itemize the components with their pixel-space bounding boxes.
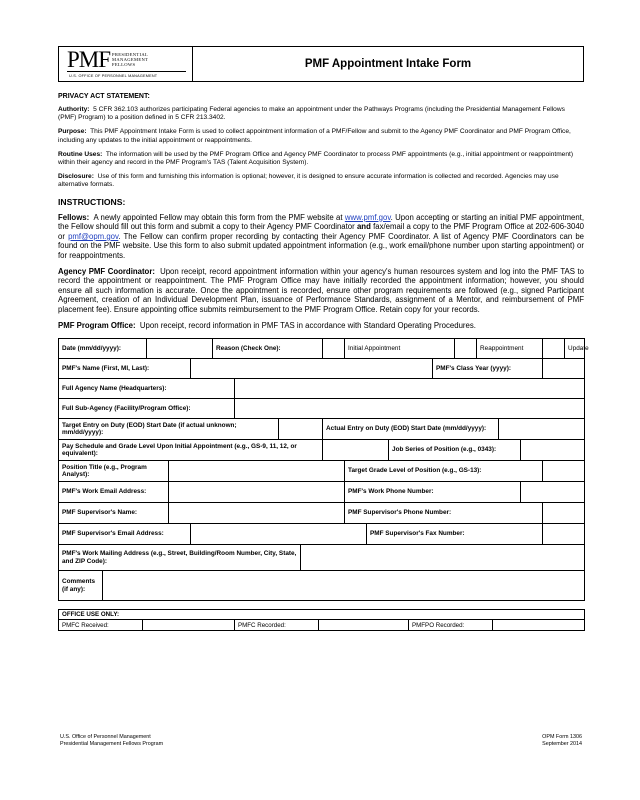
agency-name-field[interactable]	[235, 379, 585, 399]
table-row	[59, 524, 585, 545]
logo-divider	[67, 71, 186, 72]
actual-eod-label: Actual Entry on Duty (EOD) Start Date (mm/dd/yyyy):	[323, 419, 499, 440]
position-title-label: Position Title (e.g., Program Analyst):	[59, 461, 169, 482]
mailing-address-field[interactable]	[301, 545, 585, 571]
pmf-logo	[59, 47, 193, 81]
actual-eod-field[interactable]	[499, 419, 585, 440]
pmfpo-recorded-label: PMFPO Recorded:	[409, 620, 493, 631]
update-label: Update	[565, 339, 585, 359]
target-eod-label: Target Entry on Duty (EOD) Start Date (if actual unknown; mm/dd/yyyy):	[59, 419, 279, 440]
supervisor-name-label: PMF Supervisor's Name:	[59, 503, 169, 524]
pay-schedule-label: Pay Schedule and Grade Level Upon Initial Appointment (e.g., GS-9, 11, 12, or equivalent):	[59, 440, 323, 461]
initial-appointment-checkbox[interactable]	[323, 339, 345, 359]
table-row	[59, 503, 585, 524]
table-row	[59, 339, 585, 359]
office-use-table	[58, 609, 585, 631]
work-phone-label: PMF's Work Phone Number:	[345, 482, 521, 503]
fellows-paragraph: Fellows: A newly appointed Fellow may obtain this form from the PMF website at www.pmf.gov. Upon accepting or starting an initial PMF appointment, the Fellow should fill out this form and submit a copy to their Agency PMF Coordinator and fax/email a copy to the PMF Program Office at 202-606-3040 or pmf@opm.gov. The Fellow can confirm proper recording by contacting their Agency PMF Coordinator. A list of Agency PMF Coordinators can be found on the PMF website. Use this form to also submit updated appointment information (e.g., work email/phone number upon starting appointment) or for reappointments.	[58, 212, 585, 260]
table-row	[59, 359, 585, 379]
table-row	[59, 461, 585, 482]
comments-label: Comments (if any):	[59, 571, 103, 601]
pmf-name-field[interactable]	[191, 359, 433, 379]
pmf-name-label: PMF's Name (First, MI, Last):	[59, 359, 191, 379]
footer-org: U.S. Office of Personnel Management	[60, 734, 151, 740]
work-email-field[interactable]	[169, 482, 345, 503]
footer-date: September 2014	[542, 740, 582, 747]
logo-mark: PMF	[67, 47, 111, 72]
work-email-label: PMF's Work Email Address:	[59, 482, 169, 503]
form-page	[58, 46, 589, 631]
table-row	[59, 620, 585, 631]
agency-name-label: Full Agency Name (Headquarters):	[59, 379, 235, 399]
supervisor-fax-field[interactable]	[543, 524, 585, 545]
purpose-paragraph: Purpose: This PMF Appointment Intake Form is used to collect appointment information of a PMF/Fellow and submit to the Agency PMF Coordinator and PMF Program Office, including any updates to the initial appointment or reappointments.	[58, 128, 571, 144]
reappointment-checkbox[interactable]	[455, 339, 477, 359]
footer-right	[542, 734, 582, 747]
coordinator-paragraph: Agency PMF Coordinator: Upon receipt, record appointment information within your agency's human resources system and log into the PMF TAS to record the appointment or reappointment. The PMF Program Office may have initially recorded the appointment information; however, you should ensure all such information is accurate. Once the appointment is recorded, ensure other program requirements are followed (e.g., signed Participant Agreement, creation of an Individual Development Plan, issuance of Performance Standards, assignment of a Mentor, and reimbursement of PMF placement fee). Ensure appointing office submits reimbursement to the PMF Program Office. Retain copy for your records.	[58, 266, 584, 314]
footer-left	[60, 734, 163, 747]
mailing-address-label: PMF's Work Mailing Address (e.g., Street, Building/Room Number, City, State, and ZIP Code):	[59, 545, 301, 571]
form-header	[58, 46, 584, 82]
disclosure-paragraph: Disclosure: Use of this form and furnishing this information is optional; however, it is designed to ensure accurate information is collected and recorded. Agencies may use alternative formats.	[58, 173, 559, 189]
pmfc-recorded-label: PMFC Recorded:	[235, 620, 319, 631]
supervisor-phone-field[interactable]	[543, 503, 585, 524]
table-row	[59, 571, 585, 601]
logo-opm-text: U.S. OFFICE OF PERSONNEL MANAGEMENT	[69, 74, 158, 78]
footer-program: Presidential Management Fellows Program	[60, 740, 164, 747]
table-row	[59, 545, 585, 571]
table-row	[59, 610, 585, 620]
table-row	[59, 440, 585, 461]
reason-label: Reason (Check One):	[213, 339, 323, 359]
supervisor-phone-label: PMF Supervisor's Phone Number:	[345, 503, 543, 524]
reappointment-label: Reappointment	[477, 339, 543, 359]
class-year-label: PMF's Class Year (yyyy):	[433, 359, 543, 379]
date-field[interactable]	[147, 339, 213, 359]
supervisor-email-label: PMF Supervisor's Email Address:	[59, 524, 191, 545]
work-phone-field[interactable]	[521, 482, 585, 503]
position-title-field[interactable]	[169, 461, 345, 482]
pmf-email-link[interactable]: pmf@opm.gov	[68, 231, 119, 241]
pmfc-received-field[interactable]	[143, 620, 235, 631]
instructions-heading: INSTRUCTIONS:	[58, 196, 126, 207]
intake-form-table	[58, 338, 589, 601]
privacy-heading: PRIVACY ACT STATEMENT:	[58, 93, 150, 100]
table-row	[59, 399, 585, 419]
table-row	[59, 482, 585, 503]
pay-schedule-field[interactable]	[323, 440, 389, 461]
pmfc-received-label: PMFC Received:	[59, 620, 143, 631]
pmfc-recorded-field[interactable]	[319, 620, 409, 631]
pmf-website-link[interactable]: www.pmf.gov	[344, 212, 391, 222]
form-title: PMF Appointment Intake Form	[304, 58, 472, 70]
comments-field[interactable]	[103, 571, 585, 601]
table-row	[59, 419, 585, 440]
update-checkbox[interactable]	[543, 339, 565, 359]
supervisor-email-field[interactable]	[191, 524, 367, 545]
subagency-field[interactable]	[235, 399, 585, 419]
job-series-field[interactable]	[521, 440, 585, 461]
date-label: Date (mm/dd/yyyy):	[59, 339, 147, 359]
target-grade-label: Target Grade Level of Position (e.g., GS-13):	[345, 461, 543, 482]
target-grade-field[interactable]	[543, 461, 585, 482]
supervisor-fax-label: PMF Supervisor's Fax Number:	[367, 524, 543, 545]
routine-uses-paragraph: Routine Uses: The information will be used by the PMF Program Office and Agency PMF Coordinator to process PMF appointments (e.g., initial appointment or reappointment) within their agency and record in the PMF Program's TAS (Talent Acquisition System).	[58, 150, 574, 167]
initial-appointment-label: Initial Appointment	[345, 339, 455, 359]
logo-subtitle: PRESIDENTIAL MANAGEMENT FELLOWS	[112, 52, 149, 68]
class-year-field[interactable]	[543, 359, 585, 379]
footer-form-number: OPM Form 1306	[542, 734, 582, 740]
authority-paragraph: Authority: 5 CFR 362.103 authorizes participating Federal agencies to make an appointment under the Pathways Programs (including the Presidential Management Fellows (PMF) Program) to a position defined in 5 CFR 213.3402.	[58, 106, 565, 122]
pmfpo-recorded-field[interactable]	[493, 620, 585, 631]
office-use-heading: OFFICE USE ONLY:	[59, 610, 585, 620]
subagency-label: Full Sub-Agency (Facility/Program Office):	[59, 399, 235, 419]
job-series-label: Job Series of Position (e.g., 0343):	[389, 440, 521, 461]
table-row	[59, 379, 585, 399]
supervisor-name-field[interactable]	[169, 503, 345, 524]
target-eod-field[interactable]	[279, 419, 323, 440]
program-office-paragraph: PMF Program Office: Upon receipt, record information in PMF TAS in accordance with Standard Operating Procedures.	[58, 320, 476, 330]
